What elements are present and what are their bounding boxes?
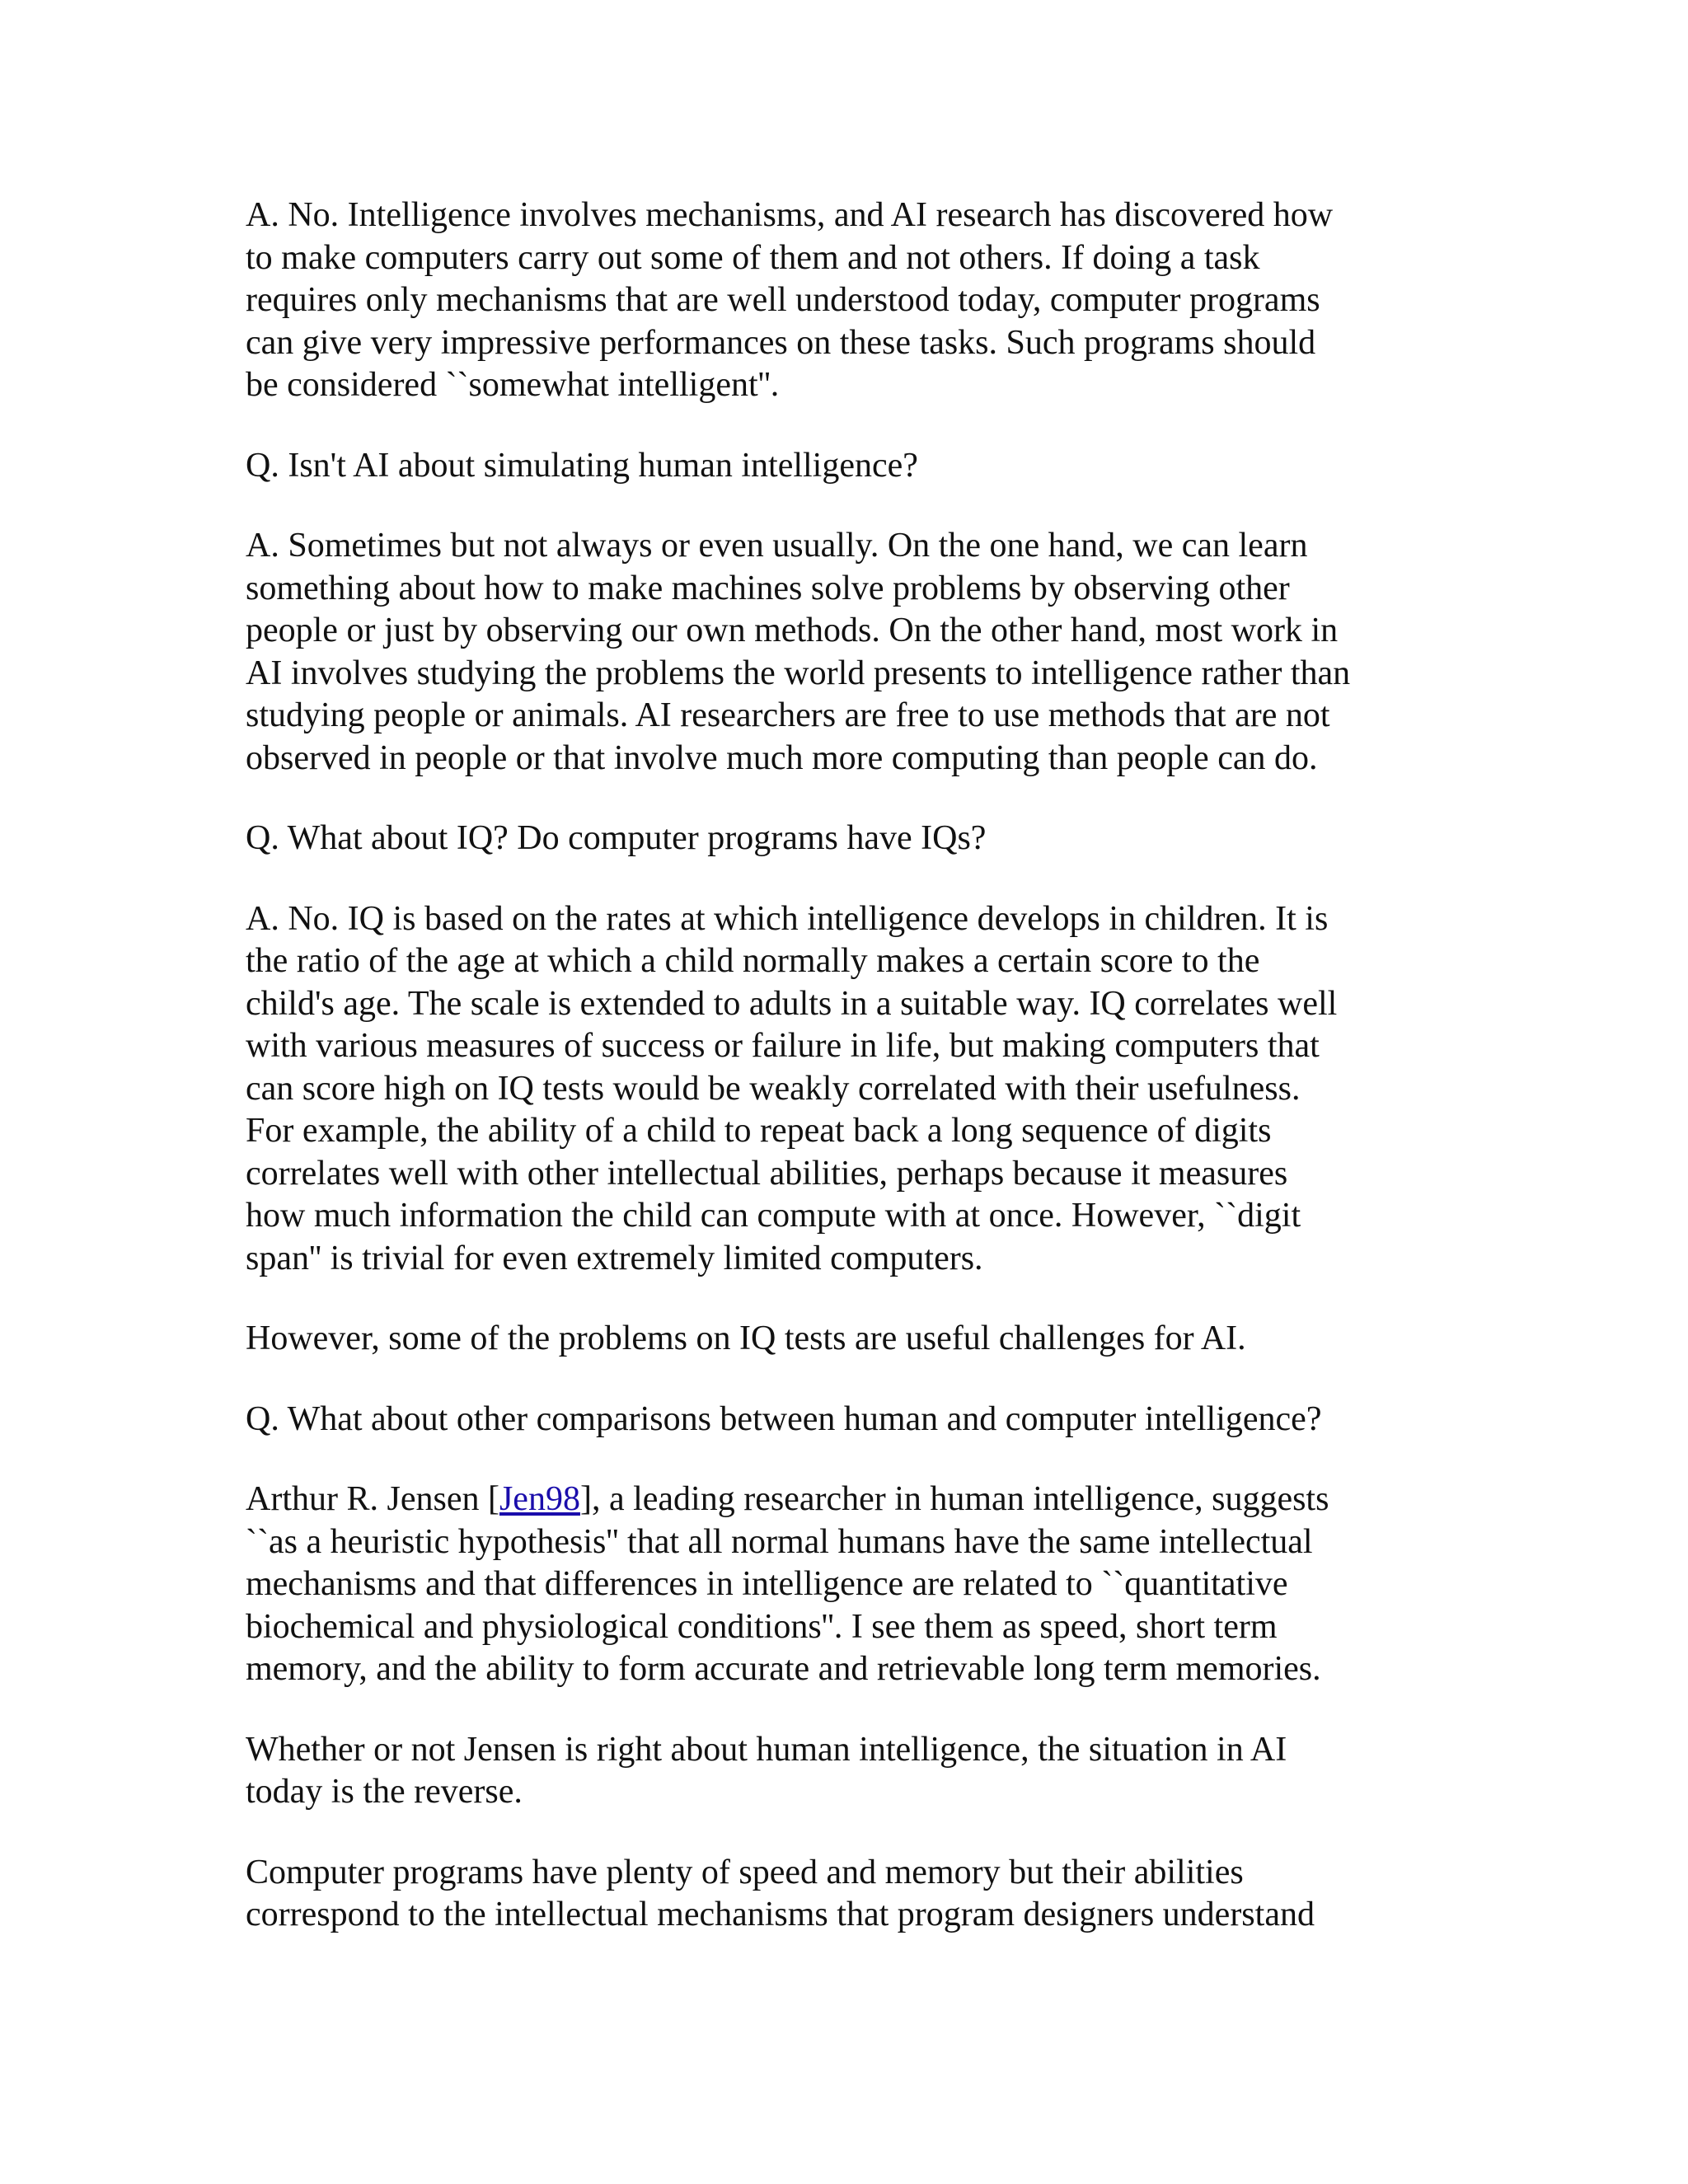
text-line: something about how to make machines solve problems by observing other [246, 569, 1290, 607]
text-line: A. No. Intelligence involves mechanisms, and AI research has discovered how [246, 196, 1334, 234]
text-line: Q. What about other comparisons between human and computer intelligence? [246, 1399, 1322, 1438]
text-line: ``as a heuristic hypothesis'' that all normal humans have the same intellectual [246, 1522, 1313, 1561]
text-line: Q. Isn't AI about simulating human intelligence? [246, 446, 918, 485]
body-paragraph [246, 1729, 1465, 1814]
text-line: correlates well with other intellectual abilities, perhaps because it measures [246, 1154, 1288, 1193]
text-line: span'' is trivial for even extremely limited computers. [246, 1239, 983, 1277]
answer-paragraph [246, 898, 1465, 1281]
text-line: the ratio of the age at which a child normally makes a certain score to the [246, 942, 1260, 980]
text-line: can give very impressive performances on these tasks. Such programs should [246, 323, 1316, 362]
text-line: mechanisms and that differences in intelligence are related to ``quantitative [246, 1565, 1288, 1603]
text-line: However, some of the problems on IQ tests are useful challenges for AI. [246, 1319, 1246, 1357]
text-line: memory, and the ability to form accurate and retrievable long term memories. [246, 1650, 1321, 1688]
body-paragraph [246, 1318, 1465, 1361]
text-line: how much information the child can compute with at once. However, ``digit [246, 1197, 1301, 1235]
text-segment: ], a leading researcher in human intelligence, suggests [579, 1480, 1329, 1518]
text-line: correspond to the intellectual mechanisms that program designers understand [246, 1896, 1315, 1933]
text-line: child's age. The scale is extended to adults in a suitable way. IQ correlates well [246, 984, 1338, 1023]
text-line: be considered ``somewhat intelligent''. [246, 366, 780, 404]
citation-link[interactable]: Jen98 [499, 1480, 580, 1518]
text-line [246, 1479, 1465, 1521]
question-paragraph [246, 1399, 1465, 1441]
text-segment: Arthur R. Jensen [ [246, 1480, 499, 1518]
question-paragraph [246, 445, 1465, 488]
text-line: people or just by observing our own methods. On the other hand, most work in [246, 612, 1339, 649]
body-paragraph [246, 1479, 1465, 1691]
text-line: A. Sometimes but not always or even usually. On the one hand, we can learn [246, 527, 1308, 565]
text-line: For example, the ability of a child to repeat back a long sequence of digits [246, 1112, 1272, 1150]
text-line: AI involves studying the problems the world presents to intelligence rather than [246, 654, 1351, 692]
text-line: today is the reverse. [246, 1773, 523, 1811]
text-line: studying people or animals. AI researchers are free to use methods that are not [246, 696, 1330, 734]
body-paragraph [246, 1852, 1465, 1937]
answer-paragraph [246, 525, 1465, 780]
document-page [246, 194, 1465, 1975]
text-line: Computer programs have plenty of speed and memory but their abilities [246, 1853, 1244, 1891]
text-line: A. No. IQ is based on the rates at which intelligence develops in children. It is [246, 899, 1329, 938]
text-line: Whether or not Jensen is right about human intelligence, the situation in AI [246, 1730, 1287, 1769]
question-paragraph [246, 818, 1465, 860]
answer-paragraph [246, 194, 1465, 407]
text-line: Q. What about IQ? Do computer programs have IQs? [246, 819, 987, 857]
text-line: with various measures of success or failure in life, but making computers that [246, 1027, 1320, 1065]
text-line: requires only mechanisms that are well understood today, computer programs [246, 281, 1320, 319]
text-line: biochemical and physiological conditions''. I see them as speed, short term [246, 1607, 1278, 1646]
text-line: can score high on IQ tests would be weakly correlated with their usefulness. [246, 1069, 1301, 1108]
text-line: observed in people or that involve much more computing than people can do. [246, 738, 1318, 777]
text-line: to make computers carry out some of them and not others. If doing a task [246, 238, 1260, 277]
